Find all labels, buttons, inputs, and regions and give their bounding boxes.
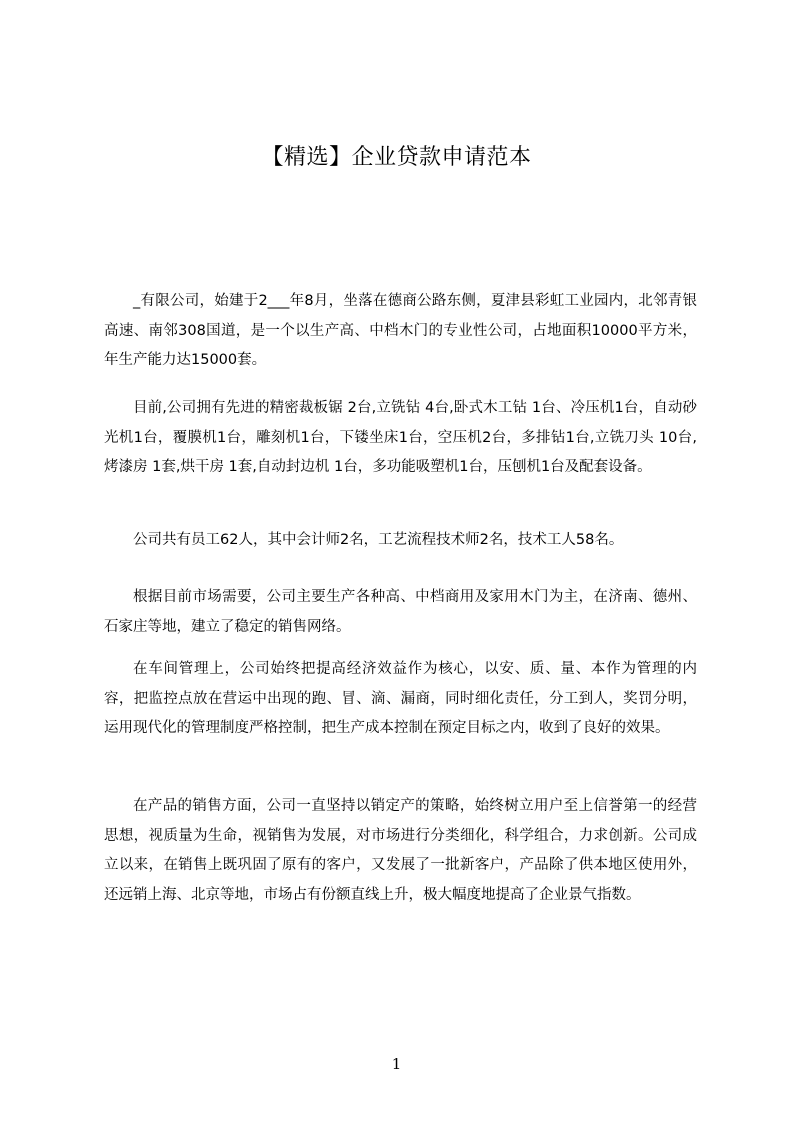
document-title: 【精选】企业贷款申请范本 bbox=[261, 145, 532, 170]
paragraph-company-intro: _有限公司，始建于2___年8月，坐落在德商公路东侧，夏津县彩虹工业园内，北邻青银高速、南邻308国道，是一个以生产高、中档木门的专业性公司，占地面积10000平方米，年生产能力达15000套。 bbox=[104, 293, 697, 368]
paragraph-sales: 在产品的销售方面，公司一直坚持以销定产的策略，始终树立用户至上信誉第一的经营思想，视质量为生命，视销售为发展，对市场进行分类细化，科学组合，力求创新。公司成立以来，在销售上既巩固了原有的客户，又发展了一批新客户，产品除了供本地区使用外，还远销上海、北京等地，市场占有份额直线上升，极大幅度地提高了企业景气指数。 bbox=[104, 798, 697, 903]
paragraph-equipment: 目前,公司拥有先进的精密裁板锯 2台,立铣钻 4台,卧式木工钻 1台、冷压机1台，自动砂光机1台，覆膜机1台，雕刻机1台，下镂坐床1台，空压机2台，多排钻1台,立铣刀头 10台,烤漆房 1套,烘干房 1套,自动封边机 1台，多功能吸塑机1台，压刨机1台及配套设备。 bbox=[104, 400, 697, 475]
paragraph-workshop-management: 在车间管理上，公司始终把提高经济效益作为核心，以安、质、量、本作为管理的内容，把监控点放在营运中出现的跑、冒、滴、漏商，同时细化责任，分工到人，奖罚分明，运用现代化的管理制度严格控制，把生产成本控制在预定目标之内，收到了良好的效果。 bbox=[104, 661, 697, 736]
page-number: 1 bbox=[391, 1055, 402, 1073]
paragraph-staff: 公司共有员工62人，其中会计师2名，工艺流程技术师2名，技术工人58名。 bbox=[133, 532, 624, 548]
paragraph-market: 根据目前市场需要，公司主要生产各种高、中档商用及家用木门为主，在济南、德州、石家庄等地，建立了稳定的销售网络。 bbox=[104, 589, 697, 635]
